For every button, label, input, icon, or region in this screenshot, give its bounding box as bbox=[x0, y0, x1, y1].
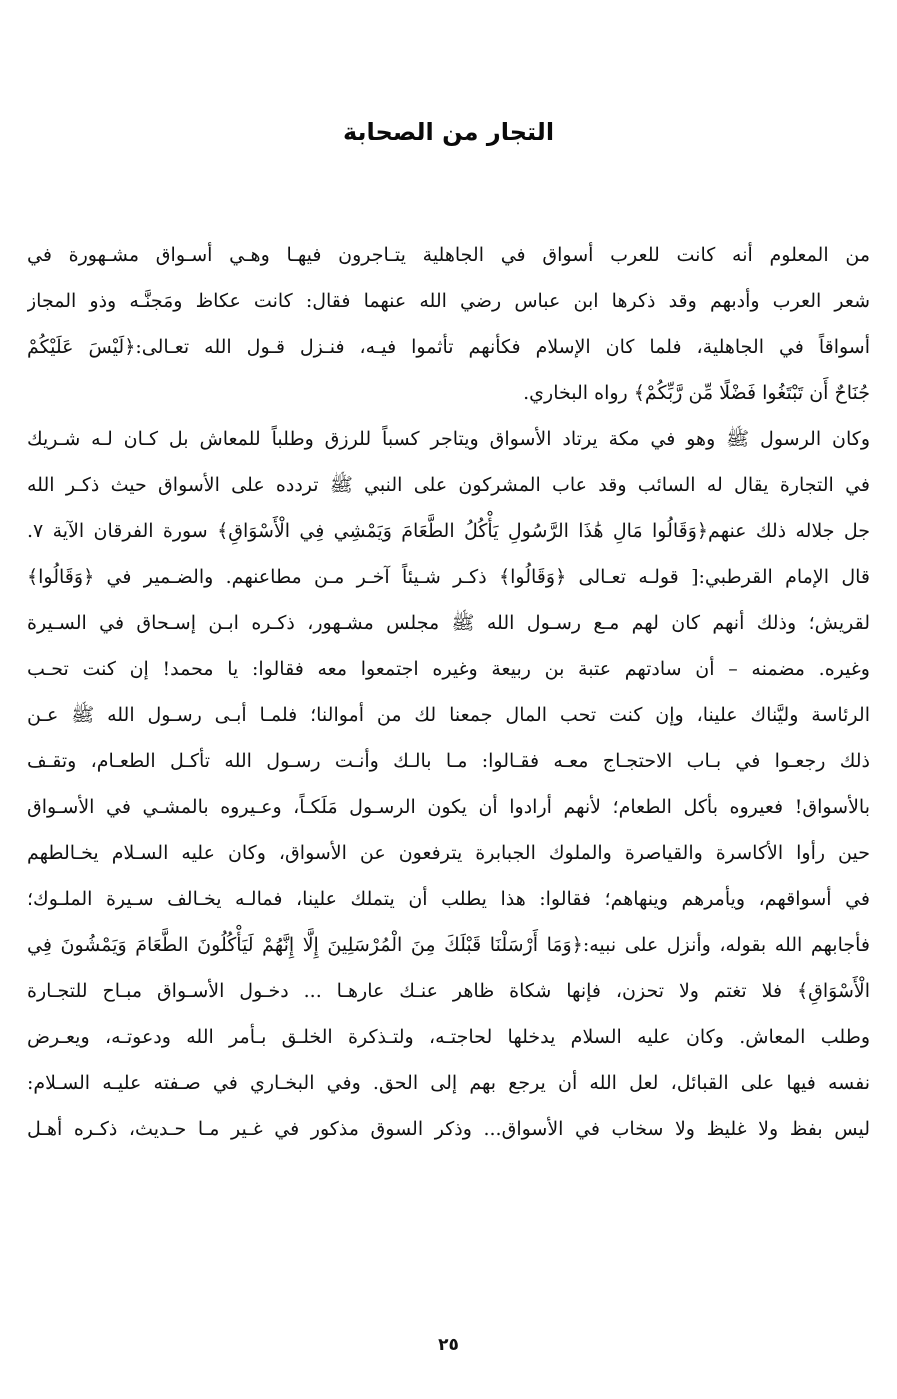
text-line: في أسواقهم، ويأمرهم وينهاهم؛ فقالوا: هذا يطلب أن يتملك علينا، فمالـه يخـالف سـيرة الملـوك؛ bbox=[27, 888, 870, 910]
text-line: جُنَاحٌ أَن تَبْتَغُوا فَضْلًا مِّن رَّبِّكُمْ﴾ رواه البخاري. bbox=[523, 382, 870, 404]
text-line: الْأَسْوَاقِ﴾ فلا تغتم ولا تحزن، فإنها شكاة ظاهر عنـك عارهـا ... دخـول الأسـواق مبـاح للتجـارة bbox=[27, 980, 870, 1002]
page-number: ٢٥ bbox=[438, 1335, 459, 1355]
text-line: قال الإمام القرطبي:[ قولـه تعـالى ﴿وَقَالُوا﴾ ذكـر شـيئاً آخـر مـن مطاعنهم. والضـمير في ﴿وَقَالُوا﴾ bbox=[27, 566, 870, 588]
text-line: فأجابهم الله بقوله، وأنزل على نبيه:﴿وَمَا أَرْسَلْنَا قَبْلَكَ مِنَ الْمُرْسَلِينَ إِلَّا إِنَّهُمْ لَيَأْكُلُونَ الطَّعَامَ وَيَمْشُونَ فِي bbox=[27, 934, 870, 956]
text-line: من المعلوم أنه كانت للعرب أسواق في الجاهلية يتـاجرون فيهـا وهـي أسـواق مشـهورة في bbox=[27, 244, 870, 266]
page-title: التجار من الصحابة bbox=[342, 118, 555, 146]
text-line: وغيره. مضمنه – أن سادتهم عتبة بن ربيعة وغيره اجتمعوا معه فقالوا: يا محمد! إن كنت تحـب bbox=[27, 658, 870, 680]
text-line: جل جلاله ذلك عنهم﴿وَقَالُوا مَالِ هَٰذَا الرَّسُولِ يَأْكُلُ الطَّعَامَ وَيَمْشِي فِي الْأَسْوَاقِ﴾ سورة الفرقان الآية ٧. bbox=[27, 520, 870, 542]
text-line: نفسه فيها على القبائل، لعل الله أن يرجع بهم إلى الحق. وفي البخـاري في صـفته عليـه السـلام: bbox=[27, 1072, 870, 1094]
text-line: في التجارة يقال له السائب وقد عاب المشركون على النبي ﷺ تردده على الأسواق حيث ذكـر الله bbox=[27, 474, 870, 496]
text-line: ليس بفظ ولا غليظ ولا سخاب في الأسواق... وذكر السوق مذكور في غـير مـا حـديث، ذكـره أهـل bbox=[27, 1118, 870, 1140]
text-line: وكان الرسول ﷺ وهو في مكة يرتاد الأسواق ويتاجر كسباً للرزق وطلباً للمعاش بل كـان لـه شـريك bbox=[27, 428, 870, 450]
text-line: أسواقاً في الجاهلية، فلما كان الإسلام فكأنهم تأثموا فيـه، فنـزل قـول الله تعـالى:﴿لَيْسَ عَلَيْكُمْ bbox=[27, 336, 870, 358]
text-line: بالأسواق! فعيروه بأكل الطعام؛ لأنهم أرادوا أن يكون الرسـول مَلَكـاً، وعـيروه بالمشـي في الأسـواق bbox=[27, 796, 870, 818]
text-line: لقريش؛ وذلك أنهم كان لهم مـع رسـول الله ﷺ مجلس مشـهور، ذكـره ابـن إسـحاق في السـيرة bbox=[27, 612, 870, 634]
text-line: حين رأوا الأكاسرة والقياصرة والملوك الجبابرة يترفعون عن الأسواق، وكان عليه السـلام يخـالطهم bbox=[27, 842, 870, 864]
text-line: الرئاسة وليَّناك علينا، وإن كنت تحب المال جمعنا لك من أموالنا؛ فلمـا أبـى رسـول الله ﷺ عـن bbox=[27, 704, 870, 726]
text-line: شعر العرب وأدبهم وقد ذكرها ابن عباس رضي الله عنهما فقال: كانت عكاظ ومَجنَّـه وذو المجاز bbox=[27, 290, 870, 312]
text-line: ذلك رجعـوا في بـاب الاحتجـاج معـه فقـالوا: مـا بالـك وأنـت رسـول الله تأكـل الطعـام، وتقـف bbox=[27, 750, 870, 772]
text-line: وطلب المعاش. وكان عليه السلام يدخلها لحاجتـه، ولتـذكرة الخلـق بـأمر الله ودعوتـه، ويعـرض bbox=[27, 1026, 870, 1048]
